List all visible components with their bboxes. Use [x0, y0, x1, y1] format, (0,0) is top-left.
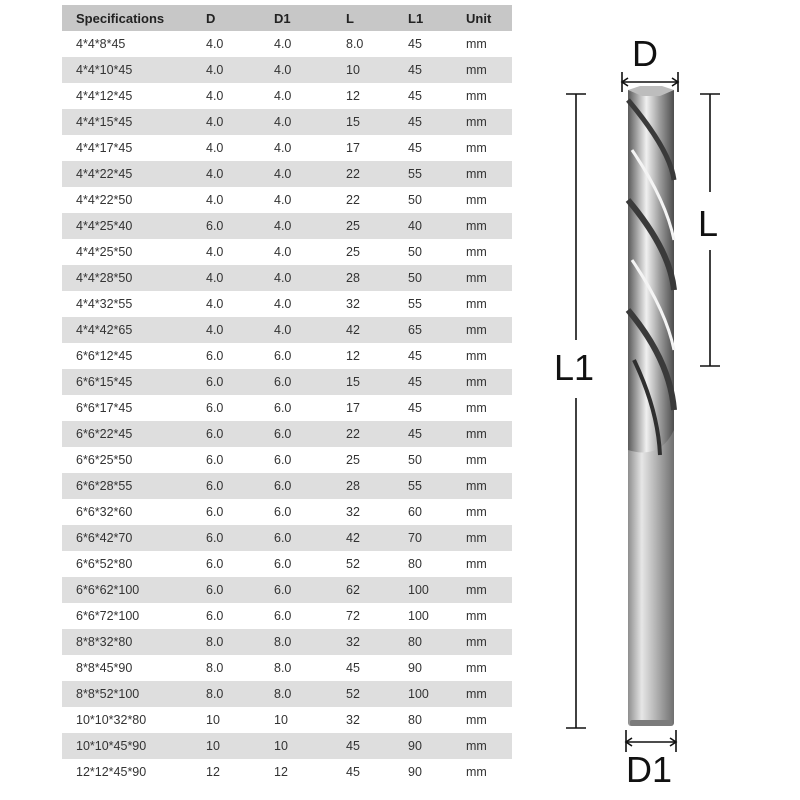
spec-cell: 6*6*28*55 [62, 473, 192, 499]
d1-cell: 6.0 [260, 369, 332, 395]
l-cell: 72 [332, 603, 394, 629]
table-row [62, 655, 512, 681]
unit-cell: mm [452, 57, 512, 83]
d-cell: 6.0 [192, 473, 260, 499]
l-cell: 25 [332, 213, 394, 239]
l-cell: 12 [332, 343, 394, 369]
d1-cell: 10 [260, 733, 332, 759]
end-mill-drawing [540, 30, 780, 790]
table-row [62, 499, 512, 525]
l-cell: 28 [332, 265, 394, 291]
l-cell: 22 [332, 161, 394, 187]
d1-cell: 6.0 [260, 577, 332, 603]
d-cell: 6.0 [192, 369, 260, 395]
spec-cell: 6*6*62*100 [62, 577, 192, 603]
l1-cell: 70 [394, 525, 452, 551]
unit-cell: mm [452, 525, 512, 551]
l1-cell: 50 [394, 239, 452, 265]
table-row [62, 265, 512, 291]
unit-cell: mm [452, 707, 512, 733]
spec-cell: 12*12*45*90 [62, 759, 192, 785]
d-cell: 8.0 [192, 681, 260, 707]
l1-cell: 45 [394, 343, 452, 369]
l-cell: 10 [332, 57, 394, 83]
l-cell: 32 [332, 499, 394, 525]
unit-cell: mm [452, 317, 512, 343]
l-cell: 28 [332, 473, 394, 499]
d-cell: 4.0 [192, 239, 260, 265]
spec-cell: 8*8*52*100 [62, 681, 192, 707]
spec-cell: 10*10*45*90 [62, 733, 192, 759]
d-cell: 6.0 [192, 343, 260, 369]
spec-cell: 4*4*22*45 [62, 161, 192, 187]
d-cell: 4.0 [192, 317, 260, 343]
table-row [62, 733, 512, 759]
l1-cell: 50 [394, 265, 452, 291]
unit-cell: mm [452, 447, 512, 473]
table-row [62, 31, 512, 57]
table-row [62, 239, 512, 265]
l1-cell: 60 [394, 499, 452, 525]
table-row [62, 447, 512, 473]
l1-cell: 50 [394, 187, 452, 213]
d-cell: 4.0 [192, 109, 260, 135]
unit-cell: mm [452, 473, 512, 499]
l1-cell: 55 [394, 473, 452, 499]
d-cell: 10 [192, 707, 260, 733]
d-cell: 6.0 [192, 421, 260, 447]
unit-cell: mm [452, 629, 512, 655]
dimension-l1 [566, 94, 586, 728]
spec-cell: 4*4*12*45 [62, 83, 192, 109]
tool-body [628, 86, 674, 726]
end-mill-diagram [540, 30, 780, 790]
unit-cell: mm [452, 239, 512, 265]
d1-cell: 8.0 [260, 655, 332, 681]
spec-cell: 4*4*15*45 [62, 109, 192, 135]
l1-cell: 55 [394, 161, 452, 187]
l-cell: 62 [332, 577, 394, 603]
l1-cell: 55 [394, 291, 452, 317]
label-l: L [698, 203, 719, 244]
d1-cell: 4.0 [260, 213, 332, 239]
d-cell: 6.0 [192, 395, 260, 421]
unit-cell: mm [452, 213, 512, 239]
label-d: D [632, 33, 658, 74]
l-cell: 32 [332, 629, 394, 655]
spec-cell: 6*6*15*45 [62, 369, 192, 395]
d-cell: 4.0 [192, 187, 260, 213]
l1-cell: 100 [394, 603, 452, 629]
l-cell: 42 [332, 525, 394, 551]
header-l: L [332, 5, 394, 31]
table-row [62, 421, 512, 447]
l-cell: 22 [332, 421, 394, 447]
unit-cell: mm [452, 369, 512, 395]
spec-cell: 6*6*52*80 [62, 551, 192, 577]
header-d: D [192, 5, 260, 31]
spec-cell: 4*4*25*40 [62, 213, 192, 239]
d-cell: 6.0 [192, 603, 260, 629]
table-row [62, 473, 512, 499]
l1-cell: 45 [394, 57, 452, 83]
table-row [62, 707, 512, 733]
d1-cell: 4.0 [260, 291, 332, 317]
spec-cell: 4*4*22*50 [62, 187, 192, 213]
l1-cell: 100 [394, 681, 452, 707]
d-cell: 4.0 [192, 31, 260, 57]
unit-cell: mm [452, 733, 512, 759]
l1-cell: 45 [394, 369, 452, 395]
d-cell: 4.0 [192, 57, 260, 83]
l-cell: 17 [332, 135, 394, 161]
table-body [62, 31, 512, 785]
unit-cell: mm [452, 135, 512, 161]
unit-cell: mm [452, 161, 512, 187]
spec-cell: 8*8*32*80 [62, 629, 192, 655]
table-row [62, 109, 512, 135]
d1-cell: 6.0 [260, 551, 332, 577]
table-row [62, 603, 512, 629]
l1-cell: 40 [394, 213, 452, 239]
d-cell: 6.0 [192, 447, 260, 473]
table-row [62, 317, 512, 343]
l-cell: 42 [332, 317, 394, 343]
unit-cell: mm [452, 31, 512, 57]
table-row [62, 135, 512, 161]
d1-cell: 4.0 [260, 31, 332, 57]
unit-cell: mm [452, 681, 512, 707]
spec-cell: 4*4*25*50 [62, 239, 192, 265]
d-cell: 6.0 [192, 499, 260, 525]
table-row [62, 577, 512, 603]
d1-cell: 4.0 [260, 265, 332, 291]
spec-cell: 4*4*17*45 [62, 135, 192, 161]
d1-cell: 10 [260, 707, 332, 733]
l-cell: 52 [332, 551, 394, 577]
d1-cell: 6.0 [260, 395, 332, 421]
d1-cell: 6.0 [260, 603, 332, 629]
l-cell: 25 [332, 447, 394, 473]
spec-cell: 6*6*12*45 [62, 343, 192, 369]
spec-cell: 4*4*42*65 [62, 317, 192, 343]
table-row [62, 759, 512, 785]
spec-cell: 6*6*42*70 [62, 525, 192, 551]
spec-cell: 4*4*28*50 [62, 265, 192, 291]
d-cell: 8.0 [192, 629, 260, 655]
l1-cell: 45 [394, 31, 452, 57]
d-cell: 4.0 [192, 265, 260, 291]
table-row [62, 57, 512, 83]
spec-cell: 6*6*32*60 [62, 499, 192, 525]
l-cell: 25 [332, 239, 394, 265]
d1-cell: 12 [260, 759, 332, 785]
d1-cell: 6.0 [260, 421, 332, 447]
d-cell: 6.0 [192, 525, 260, 551]
table-row [62, 369, 512, 395]
d1-cell: 8.0 [260, 681, 332, 707]
d-cell: 12 [192, 759, 260, 785]
l1-cell: 45 [394, 109, 452, 135]
unit-cell: mm [452, 343, 512, 369]
unit-cell: mm [452, 265, 512, 291]
table-row [62, 213, 512, 239]
d-cell: 6.0 [192, 577, 260, 603]
d-cell: 4.0 [192, 161, 260, 187]
unit-cell: mm [452, 187, 512, 213]
table-row [62, 629, 512, 655]
spec-cell: 4*4*10*45 [62, 57, 192, 83]
l1-cell: 80 [394, 551, 452, 577]
l1-cell: 100 [394, 577, 452, 603]
l-cell: 12 [332, 83, 394, 109]
unit-cell: mm [452, 83, 512, 109]
label-l1: L1 [554, 347, 595, 388]
unit-cell: mm [452, 395, 512, 421]
unit-cell: mm [452, 421, 512, 447]
table-row [62, 187, 512, 213]
table-row [62, 525, 512, 551]
l1-cell: 90 [394, 655, 452, 681]
d-cell: 6.0 [192, 551, 260, 577]
spec-cell: 4*4*32*55 [62, 291, 192, 317]
l1-cell: 45 [394, 83, 452, 109]
d-cell: 8.0 [192, 655, 260, 681]
l-cell: 17 [332, 395, 394, 421]
table-row [62, 681, 512, 707]
d1-cell: 6.0 [260, 473, 332, 499]
d-cell: 4.0 [192, 135, 260, 161]
l-cell: 45 [332, 759, 394, 785]
d-cell: 10 [192, 733, 260, 759]
spec-cell: 4*4*8*45 [62, 31, 192, 57]
l-cell: 15 [332, 369, 394, 395]
l1-cell: 90 [394, 733, 452, 759]
header-l1: L1 [394, 5, 452, 31]
table-row [62, 161, 512, 187]
l1-cell: 45 [394, 421, 452, 447]
unit-cell: mm [452, 577, 512, 603]
l-cell: 15 [332, 109, 394, 135]
d-cell: 4.0 [192, 291, 260, 317]
label-d1: D1 [626, 749, 673, 790]
l-cell: 45 [332, 655, 394, 681]
l-cell: 8.0 [332, 31, 394, 57]
spec-cell: 6*6*25*50 [62, 447, 192, 473]
unit-cell: mm [452, 499, 512, 525]
d1-cell: 6.0 [260, 343, 332, 369]
table-row [62, 551, 512, 577]
l1-cell: 80 [394, 629, 452, 655]
spec-cell: 8*8*45*90 [62, 655, 192, 681]
spec-cell: 6*6*72*100 [62, 603, 192, 629]
l1-cell: 80 [394, 707, 452, 733]
d1-cell: 4.0 [260, 57, 332, 83]
d1-cell: 4.0 [260, 161, 332, 187]
d1-cell: 8.0 [260, 629, 332, 655]
spec-cell: 10*10*32*80 [62, 707, 192, 733]
table-row [62, 83, 512, 109]
l-cell: 52 [332, 681, 394, 707]
header-d1: D1 [260, 5, 332, 31]
d1-cell: 6.0 [260, 447, 332, 473]
d1-cell: 4.0 [260, 83, 332, 109]
d1-cell: 4.0 [260, 135, 332, 161]
header-specifications: Specifications [62, 5, 192, 31]
unit-cell: mm [452, 109, 512, 135]
l1-cell: 45 [394, 135, 452, 161]
d1-cell: 4.0 [260, 109, 332, 135]
l-cell: 32 [332, 707, 394, 733]
l1-cell: 45 [394, 395, 452, 421]
unit-cell: mm [452, 655, 512, 681]
table-header-row [62, 5, 512, 31]
unit-cell: mm [452, 551, 512, 577]
l-cell: 32 [332, 291, 394, 317]
unit-cell: mm [452, 603, 512, 629]
table-row [62, 343, 512, 369]
specification-table [62, 5, 512, 785]
d-cell: 4.0 [192, 83, 260, 109]
d1-cell: 4.0 [260, 239, 332, 265]
l1-cell: 50 [394, 447, 452, 473]
d-cell: 6.0 [192, 213, 260, 239]
unit-cell: mm [452, 759, 512, 785]
d1-cell: 4.0 [260, 187, 332, 213]
table-row [62, 395, 512, 421]
l-cell: 22 [332, 187, 394, 213]
l1-cell: 65 [394, 317, 452, 343]
d1-cell: 6.0 [260, 525, 332, 551]
spec-cell: 6*6*17*45 [62, 395, 192, 421]
spec-cell: 6*6*22*45 [62, 421, 192, 447]
d1-cell: 4.0 [260, 317, 332, 343]
unit-cell: mm [452, 291, 512, 317]
table-row [62, 291, 512, 317]
l-cell: 45 [332, 733, 394, 759]
d1-cell: 6.0 [260, 499, 332, 525]
l1-cell: 90 [394, 759, 452, 785]
header-unit: Unit [452, 5, 512, 31]
